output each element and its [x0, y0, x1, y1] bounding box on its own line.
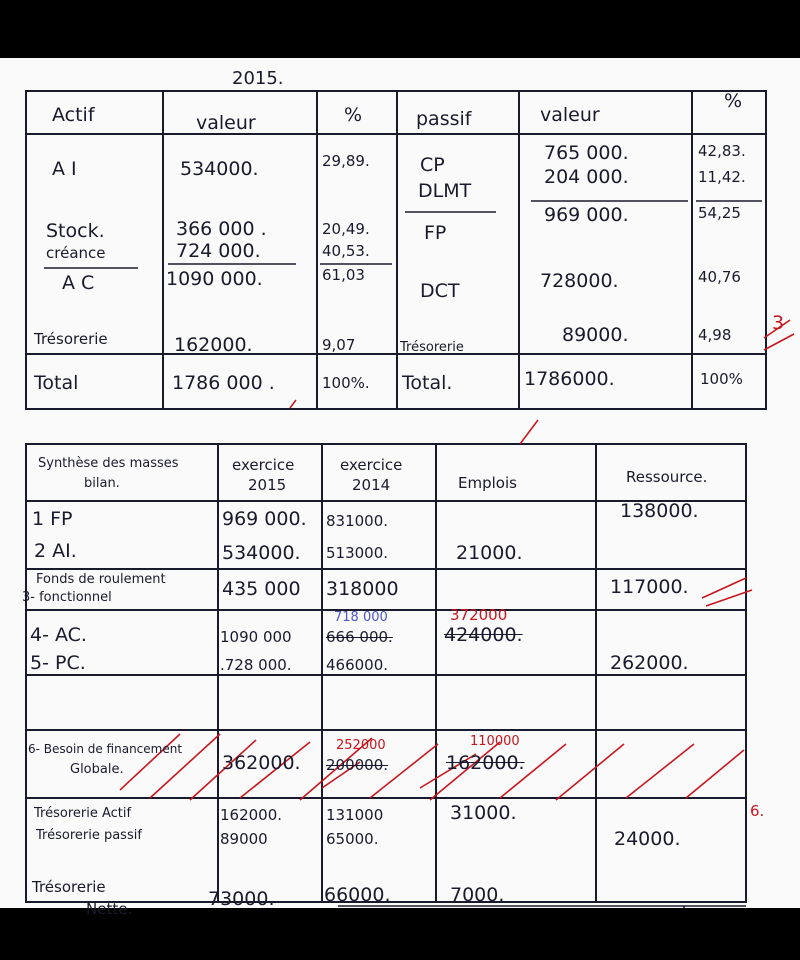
row-frf-ressource: 117000.: [610, 576, 689, 598]
row-bfg-emplois: 162000.: [446, 752, 525, 774]
stock-label: Stock.: [46, 220, 105, 242]
grade-mark-2: 6.: [750, 802, 765, 820]
total-pct: 100%.: [322, 374, 370, 392]
row-tact-emplois: 31000.: [450, 802, 517, 824]
header-pct-2: %: [724, 90, 743, 112]
row-ai-2015: 534000.: [222, 542, 301, 564]
grade-mark-1: 3: [772, 312, 785, 334]
row-fp-label: 1 FP: [32, 508, 73, 530]
dlmt-label: DLMT: [418, 180, 472, 202]
header-valeur-2: valeur: [540, 104, 600, 126]
row-tpas-label: Trésorerie passif: [36, 828, 142, 843]
row-ac-emplois-correction: 372000: [450, 606, 508, 624]
fp-label: FP: [424, 222, 447, 244]
treso-passif-label: Trésorerie: [400, 340, 464, 355]
row-ac-label: 4- AC.: [30, 624, 87, 646]
row-ai-2014: 513000.: [326, 544, 389, 562]
row-ai-emplois: 21000.: [456, 542, 523, 564]
ai-pct: 29,89.: [322, 152, 370, 170]
row-frf-2015: 435 000: [222, 578, 301, 600]
row-bfg-emplois-correction: 110000: [470, 734, 520, 749]
row-pc-ressource: 262000.: [610, 652, 689, 674]
creance-label: créance: [46, 244, 106, 262]
row-bfg-label-2: Globale.: [70, 762, 124, 777]
header-actif: Actif: [52, 104, 95, 126]
synthese-title-2: bilan.: [84, 476, 120, 491]
row-tn-2014: 66000.: [324, 884, 391, 906]
row-fp-ressource: 138000.: [620, 500, 699, 522]
treso-label: Trésorerie: [34, 330, 108, 348]
row-frf-label-2: 3- fonctionnel: [22, 590, 112, 605]
header-exercice-2015: exercice: [232, 456, 295, 474]
ac-value: 1090 000.: [166, 268, 263, 290]
total-value: 1786 000 .: [172, 372, 275, 394]
total-passif-pct: 100%: [700, 370, 743, 388]
cp-pct: 42,83.: [698, 142, 746, 160]
dct-pct: 40,76: [698, 268, 741, 286]
row-tpas-2014: 65000.: [326, 830, 379, 848]
row-ac-2014-correction: 718 000: [334, 610, 388, 625]
header-2015: 2015: [248, 476, 287, 494]
row-ac-emplois: 424000.: [444, 624, 523, 646]
fp-value: 969 000.: [544, 204, 629, 226]
treso-value: 162000.: [174, 334, 253, 356]
creance-pct: 40,53.: [322, 242, 370, 260]
total-label: Total: [34, 372, 79, 394]
cp-label: CP: [420, 154, 445, 176]
row-tpas-2015: 89000: [220, 830, 268, 848]
row-tact-label: Trésorerie Actif: [34, 806, 132, 821]
header-exercice-2014: exercice: [340, 456, 403, 474]
row-tpas-ressource: 24000.: [614, 828, 681, 850]
row-tact-2015: 162000.: [220, 806, 283, 824]
stock-pct: 20,49.: [322, 220, 370, 238]
ac-pct: 61,03: [322, 266, 365, 284]
row-tn-label-2: Nette.: [86, 900, 133, 918]
header-2014: 2014: [352, 476, 391, 494]
header-pct: %: [344, 104, 363, 126]
row-ac-2014: 666 000.: [326, 628, 393, 646]
row-tact-2014: 131000: [326, 806, 384, 824]
total-passif-label: Total.: [402, 372, 453, 394]
fp-pct: 54,25: [698, 204, 741, 222]
ai-label: A I: [52, 158, 77, 180]
total-passif-value: 1786000.: [524, 368, 615, 390]
row-bfg-2014: 200000.: [326, 756, 389, 774]
synthese-title: Synthèse des masses: [38, 456, 179, 471]
header-valeur: valeur: [196, 112, 256, 134]
year-header: 2015.: [232, 68, 284, 89]
header-emplois: Emplois: [458, 474, 517, 492]
row-fp-2015: 969 000.: [222, 508, 307, 530]
dlmt-pct: 11,42.: [698, 168, 746, 186]
dct-label: DCT: [420, 280, 460, 302]
header-passif: passif: [416, 108, 472, 130]
creance-value: 724 000.: [176, 240, 261, 262]
cp-value: 765 000.: [544, 142, 629, 164]
row-pc-2014: 466000.: [326, 656, 389, 674]
ai-value: 534000.: [180, 158, 259, 180]
treso-passif-pct: 4,98: [698, 326, 732, 344]
header-ressource: Ressource.: [626, 468, 708, 486]
row-tn-emplois: 7000.: [450, 884, 505, 906]
row-tn-label: Trésorerie: [32, 878, 106, 896]
stock-value: 366 000 .: [176, 218, 267, 240]
row-bfg-2014-correction: 252000: [336, 738, 386, 753]
row-frf-2014: 318000: [326, 578, 399, 600]
row-ac-2015: 1090 000: [220, 628, 292, 646]
row-tn-2015: 73000.: [208, 888, 275, 910]
ac-label: A C: [62, 272, 95, 294]
row-frf-label: Fonds de roulement: [36, 572, 166, 587]
treso-pct: 9,07: [322, 336, 356, 354]
row-fp-2014: 831000.: [326, 512, 389, 530]
row-pc-label: 5- PC.: [30, 652, 86, 674]
paper-sheet: [0, 58, 800, 918]
row-bfg-label: 6- Besoin de financement: [28, 742, 183, 756]
dlmt-value: 204 000.: [544, 166, 629, 188]
row-bfg-2015: 362000.: [222, 752, 301, 774]
treso-passif-value: 89000.: [562, 324, 629, 346]
row-pc-2015: .728 000.: [220, 656, 292, 674]
dct-value: 728000.: [540, 270, 619, 292]
row-ai-label: 2 AI.: [34, 540, 77, 562]
